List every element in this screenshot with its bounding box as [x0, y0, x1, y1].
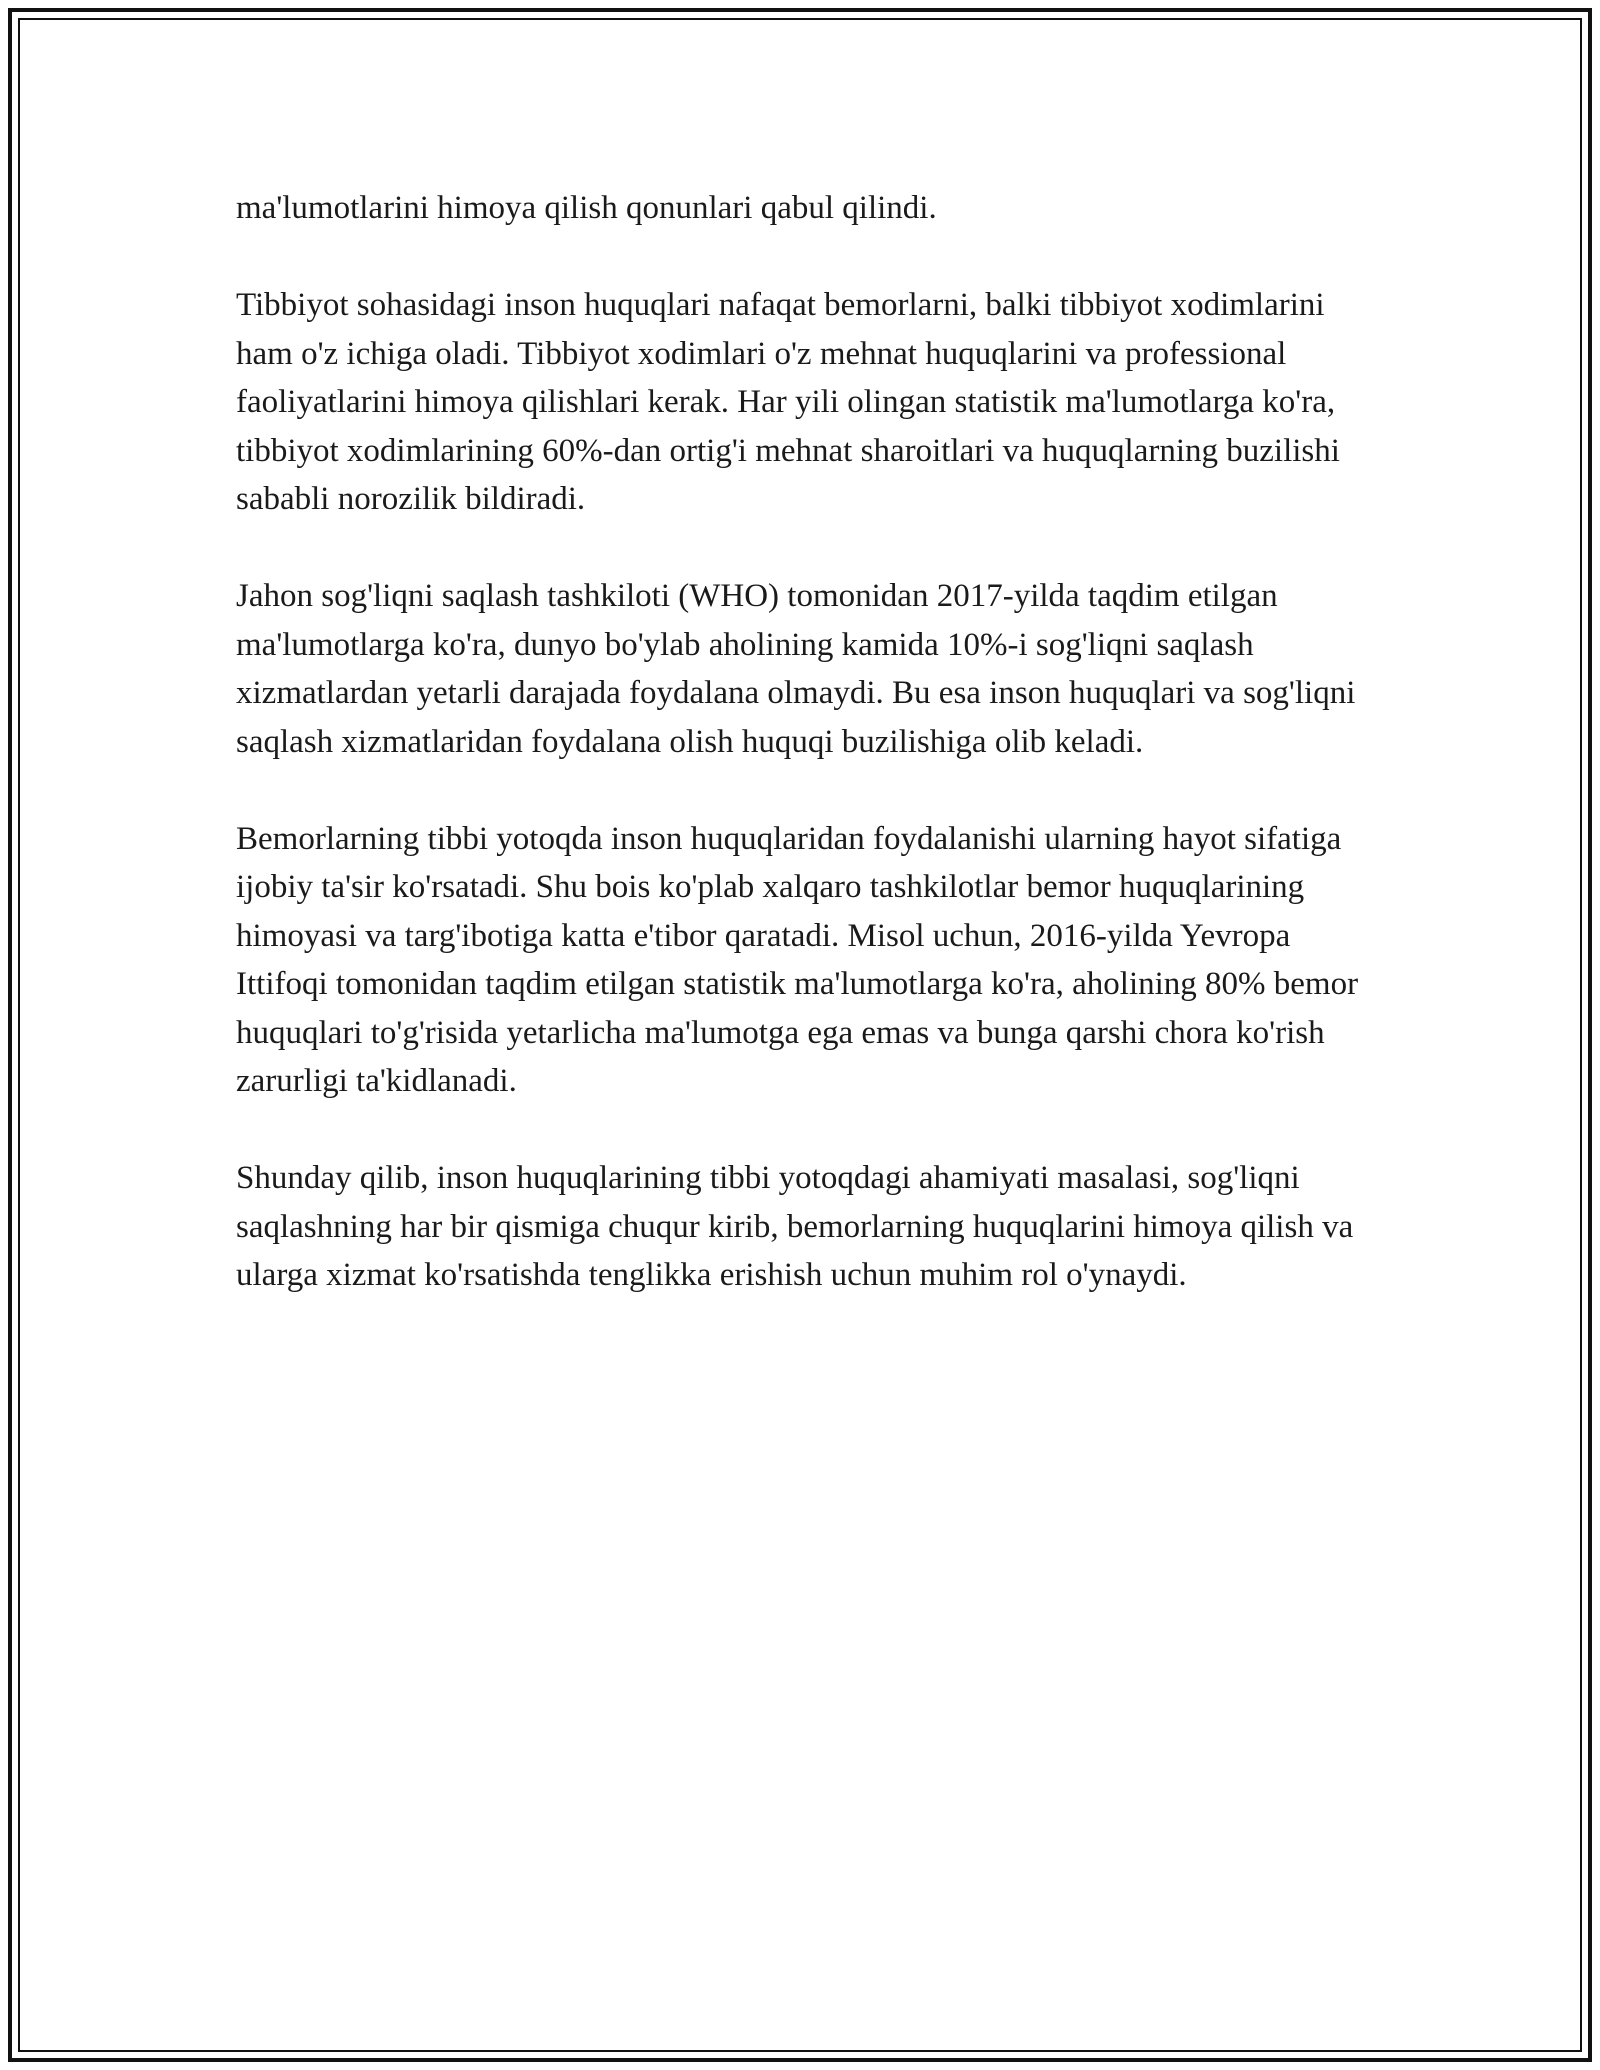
- paragraph-5: Shunday qilib, inson huquqlarining tibbi yotoqdagi ahamiyati masalasi, sog'liqni saqlashning har bir qismiga chuqur kirib, bemorlarning huquqlarini himoya qilish va ularga xizmat ko'rsatishda tenglikka erishish uchun muhim rol o'ynaydi.: [236, 1160, 1354, 1293]
- paragraph-1: ma'lumotlarini himoya qilish qonunlari qabul qilindi.: [236, 190, 937, 226]
- paragraph-3: Jahon sog'liqni saqlash tashkiloti (WHO) tomonidan 2017-yilda taqdim etilgan ma'lumotlarga ko'ra, dunyo bo'ylab aholining kamida 10%-i sog'liqni saqlash xizmatlardan yetarli darajada foydalana olmaydi. Bu esa inson huquqlari va sog'liqni saqlash xizmatlaridan foydalana olish huquqi buzilishiga olib keladi.: [236, 578, 1356, 760]
- document-body: [236, 184, 1366, 1348]
- paragraph-4: Bemorlarning tibbi yotoqda inson huquqlaridan foydalanishi ularning hayot sifatiga ijobiy ta'sir ko'rsatadi. Shu bois ko'plab xalqaro tashkilotlar bemor huquqlarining himoyasi va targ'ibotiga katta e'tibor qaratadi. Misol uchun, 2016-yilda Yevropa Ittifoqi tomonidan taqdim etilgan statistik ma'lumotlarga ko'ra, aholining 80% bemor huquqlari to'g'risida yetarlicha ma'lumotga ega emas va bunga qarshi chora ko'rish zarurligi ta'kidlanadi.: [236, 820, 1359, 1099]
- paragraph-2: Tibbiyot sohasidagi inson huquqlari nafaqat bemorlarni, balki tibbiyot xodimlarini ham o'z ichiga oladi. Tibbiyot xodimlari o'z mehnat huquqlarini va professional faoliyatlarini himoya qilishlari kerak. Har yili olingan statistik ma'lumotlarga ko'ra, tibbiyot xodimlarining 60%-dan ortig'i mehnat sharoitlari va huquqlarning buzilishi sababli norozilik bildiradi.: [236, 287, 1340, 517]
